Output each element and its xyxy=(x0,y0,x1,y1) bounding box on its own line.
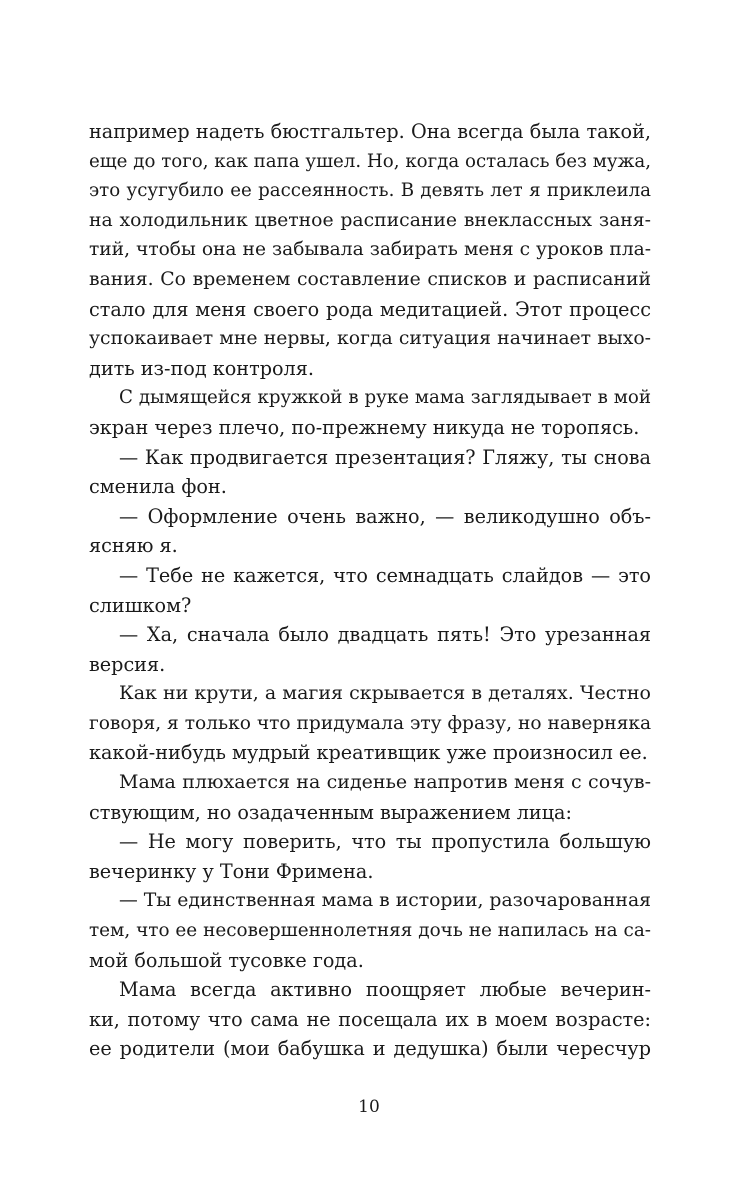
text-line: — Не могу поверить, что ты пропустила большую xyxy=(119,830,651,854)
page-number: 10 xyxy=(358,1097,380,1117)
text-line: какой-нибудь мудрый креативщик уже произносил ее. xyxy=(89,741,648,765)
text-line: на холодильник цветное расписание внеклассных заня- xyxy=(89,209,651,231)
text-line: ки, потому что сама не посещала их в моем возрасте: xyxy=(89,1007,651,1031)
text-line: ее родители (мои бабушка и дедушка) были чересчур xyxy=(89,1037,651,1061)
text-line: Мама плюхается на сиденье напротив меня с сочув- xyxy=(119,771,651,794)
text-line: успокаивает мне нервы, когда ситуация начинает выхо- xyxy=(89,328,651,350)
text-line: вечеринку у Тони Фримена. xyxy=(89,859,374,883)
text-line: например надеть бюстгальтер. Она всегда была такой, xyxy=(89,120,651,143)
text-line: С дымящейся кружкой в руке мама заглядывает в мой xyxy=(119,387,651,409)
text-line: экран через плечо, по-прежнему никуда не торопясь. xyxy=(89,415,640,439)
text-line: Мама всегда активно поощряет любые вечерин- xyxy=(119,978,651,1002)
text-line: ствующим, но озадаченным выражением лица: xyxy=(89,800,572,824)
text-line: вания. Со временем составление списков и расписаний xyxy=(89,268,651,290)
text-line: дить из-под контроля. xyxy=(89,356,314,380)
text-line: еще до того, как папа ушел. Но, когда осталась без мужа, xyxy=(89,150,651,172)
text-line: сменила фон. xyxy=(89,475,227,499)
text-line: это усугубило ее рассеянность. В девять лет я приклеила xyxy=(89,180,651,202)
text-line: — Тебе не кажется, что семнадцать слайдов — это xyxy=(119,563,651,587)
text-line: — Как продвигается презентация? Гляжу, ты снова xyxy=(119,445,651,469)
text-line: Как ни крути, а магия скрывается в деталях. Честно xyxy=(119,682,651,705)
text-line: — Ха, сначала было двадцать пять! Это урезанная xyxy=(119,623,651,647)
body-text xyxy=(89,117,651,1064)
text-line: говоря, я только что придумала эту фразу, но наверняка xyxy=(89,712,651,734)
text-line: — Оформление очень важно, — великодушно объ- xyxy=(119,504,651,528)
text-line: тем, что ее несовершеннолетняя дочь не напилась на са- xyxy=(89,920,651,942)
text-line: мой большой тусовке года. xyxy=(89,948,364,972)
text-line: стало для меня своего рода медитацией. Этот процесс xyxy=(89,297,651,321)
text-line: тий, чтобы она не забывала забирать меня с уроков пла- xyxy=(89,239,651,261)
text-line: ясняю я. xyxy=(89,534,178,558)
text-line: слишком? xyxy=(89,593,192,617)
text-line: версия. xyxy=(89,652,166,676)
text-line: — Ты единственная мама в истории, разочарованная xyxy=(119,890,651,912)
